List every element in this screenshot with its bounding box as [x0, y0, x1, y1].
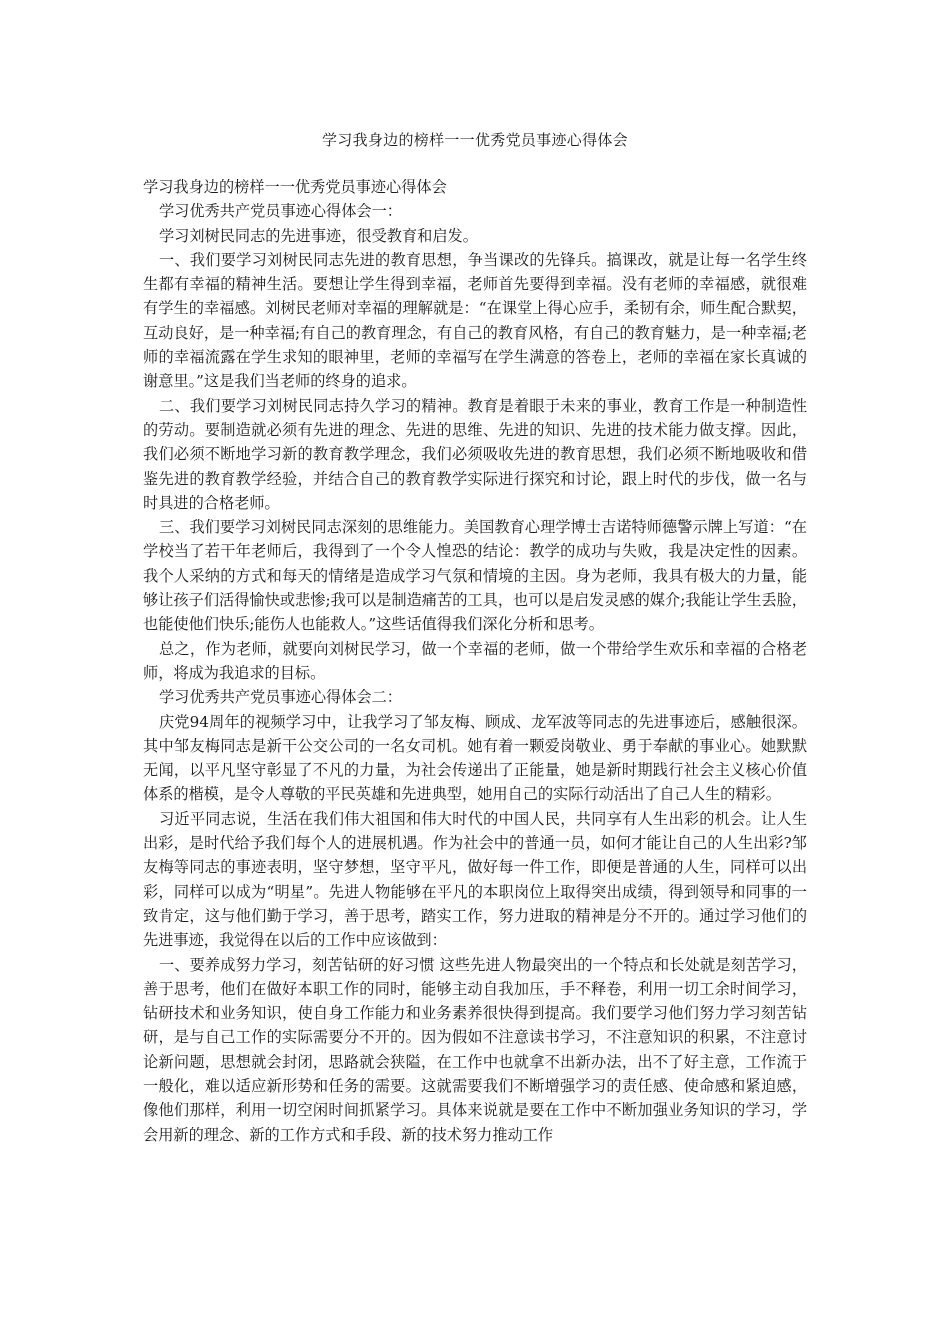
paragraph: 习近平同志说，生活在我们伟大祖国和伟大时代的中国人民，共同享有人生出彩的机会。让人生出彩，是时代给予我们每个人的进展机遇。作为社会中的普通一员，如何才能让自己的人生出彩?邹友梅等同志的事迹表明，坚守梦想，坚守平凡，做好每一件工作，即便是普通的人生，同样可以出彩，同样可以成为“明星”。先进人物能够在平凡的本职岗位上取得突出成绩，得到领导和同事的一致肯定，这与他们勤于学习，善于思考，踏实工作，努力进取的精神是分不开的。通过学习他们的先进事迹，我觉得在以后的工作中应该做到： [143, 809, 807, 950]
paragraph: 一、要养成努力学习，刻苦钻研的好习惯 这些先进人物最突出的一个特点和长处就是刻苦学习，善于思考，他们在做好本职工作的同时，能够主动自我加压，手不释卷，利用一切工余时间学习，钻研技术和业务知识，使自身工作能力和业务素养很快得到提高。我们要学习他们努力学习刻苦钻研，是与自己工作的实际需要分不开的。因为假如不注意读书学习，不注意知识的积累，不注意讨论新问题，思想就会封闭，思路就会狭隘，在工作中也就拿不出新办法，出不了好主意，工作流于一般化，难以适应新形势和任务的需要。这就需要我们不断增强学习的责任感、使命感和紧迫感，像他们那样，利用一切空闲时间抓紧学习。具体来说就是要在工作中不断加强业务知识的学习，学会用新的理念、新的工作方式和手段、新的技术努力推动工作 [143, 955, 807, 1144]
paragraph: 学习刘树民同志的先进事迹，很受教育和启发。 [158, 226, 478, 245]
section-heading-one: 学习优秀共产党员事迹心得体会一： [158, 202, 402, 221]
document-body [143, 175, 807, 1147]
document-title: 学习我身边的榜样一一优秀党员事迹心得体会 [321, 131, 628, 149]
section-heading-two: 学习优秀共产党员事迹心得体会二： [158, 688, 402, 707]
paragraph: 一、我们要学习刘树民同志先进的教育思想，争当课改的先锋兵。搞课改，就是让每一名学生终生都有幸福的精神生活。要想让学生得到幸福，老师首先要得到幸福。没有老师的幸福感，就很难有学生的幸福感。刘树民老师对幸福的理解就是：“在课堂上得心应手，柔韧有余，师生配合默契，互动良好，是一种幸福;有自己的教育理念，有自己的教育风格，有自己的教育魅力，是一种幸福;老师的幸福流露在学生求知的眼神里，老师的幸福写在学生满意的答卷上，老师的幸福在家长真诚的谢意里。”这是我们当老师的终身的追求。 [143, 250, 807, 391]
paragraph: 三、我们要学习刘树民同志深刻的思维能力。美国教育心理学博士吉诺特师德警示牌上写道：“在学校当了若干年老师后，我得到了一个令人惶恐的结论：教学的成功与失败，我是决定性的因素。我个人采纳的方式和每天的情绪是造成学习气氛和情境的主因。身为老师，我具有极大的力量，能够让孩子们活得愉快或悲惨;我可以是制造痛苦的工具，也可以是启发灵感的媒介;我能让学生丢脸，也能使他们快乐;能伤人也能救人。”这些话值得我们深化分析和思考。 [143, 518, 807, 634]
paragraph: 二、我们要学习刘树民同志持久学习的精神。教育是着眼于未来的事业，教育工作是一种制造性的劳动。要制造就必须有先进的理念、先进的思维、先进的知识、先进的技术能力做支撑。因此，我们必须不断地学习新的教育教学理念，我们必须吸收先进的教育思想，我们必须不断地吸收和借鉴先进的教育教学经验，并结合自己的教育教学实际进行探究和讨论，跟上时代的步伐，做一名与时具进的合格老师。 [143, 396, 807, 512]
paragraph: 庆党94周年的视频学习中，让我学习了邹友梅、顾成、龙军波等同志的先进事迹后，感触很深。其中邹友梅同志是新干公交公司的一名女司机。她有着一颗爱岗敬业、勇于奉献的事业心。她默默无闻，以平凡坚守彰显了不凡的力量，为社会传递出了正能量，她是新时期践行社会主义核心价值体系的楷模，是令人尊敬的平民英雄和先进典型，她用自己的实际行动活出了自己人生的精彩。 [143, 712, 807, 804]
paragraph: 总之，作为老师，就要向刘树民学习，做一个幸福的老师，做一个带给学生欢乐和幸福的合格老师，将成为我追求的目标。 [143, 639, 807, 682]
body-heading: 学习我身边的榜样一一优秀党员事迹心得体会 [143, 178, 447, 196]
